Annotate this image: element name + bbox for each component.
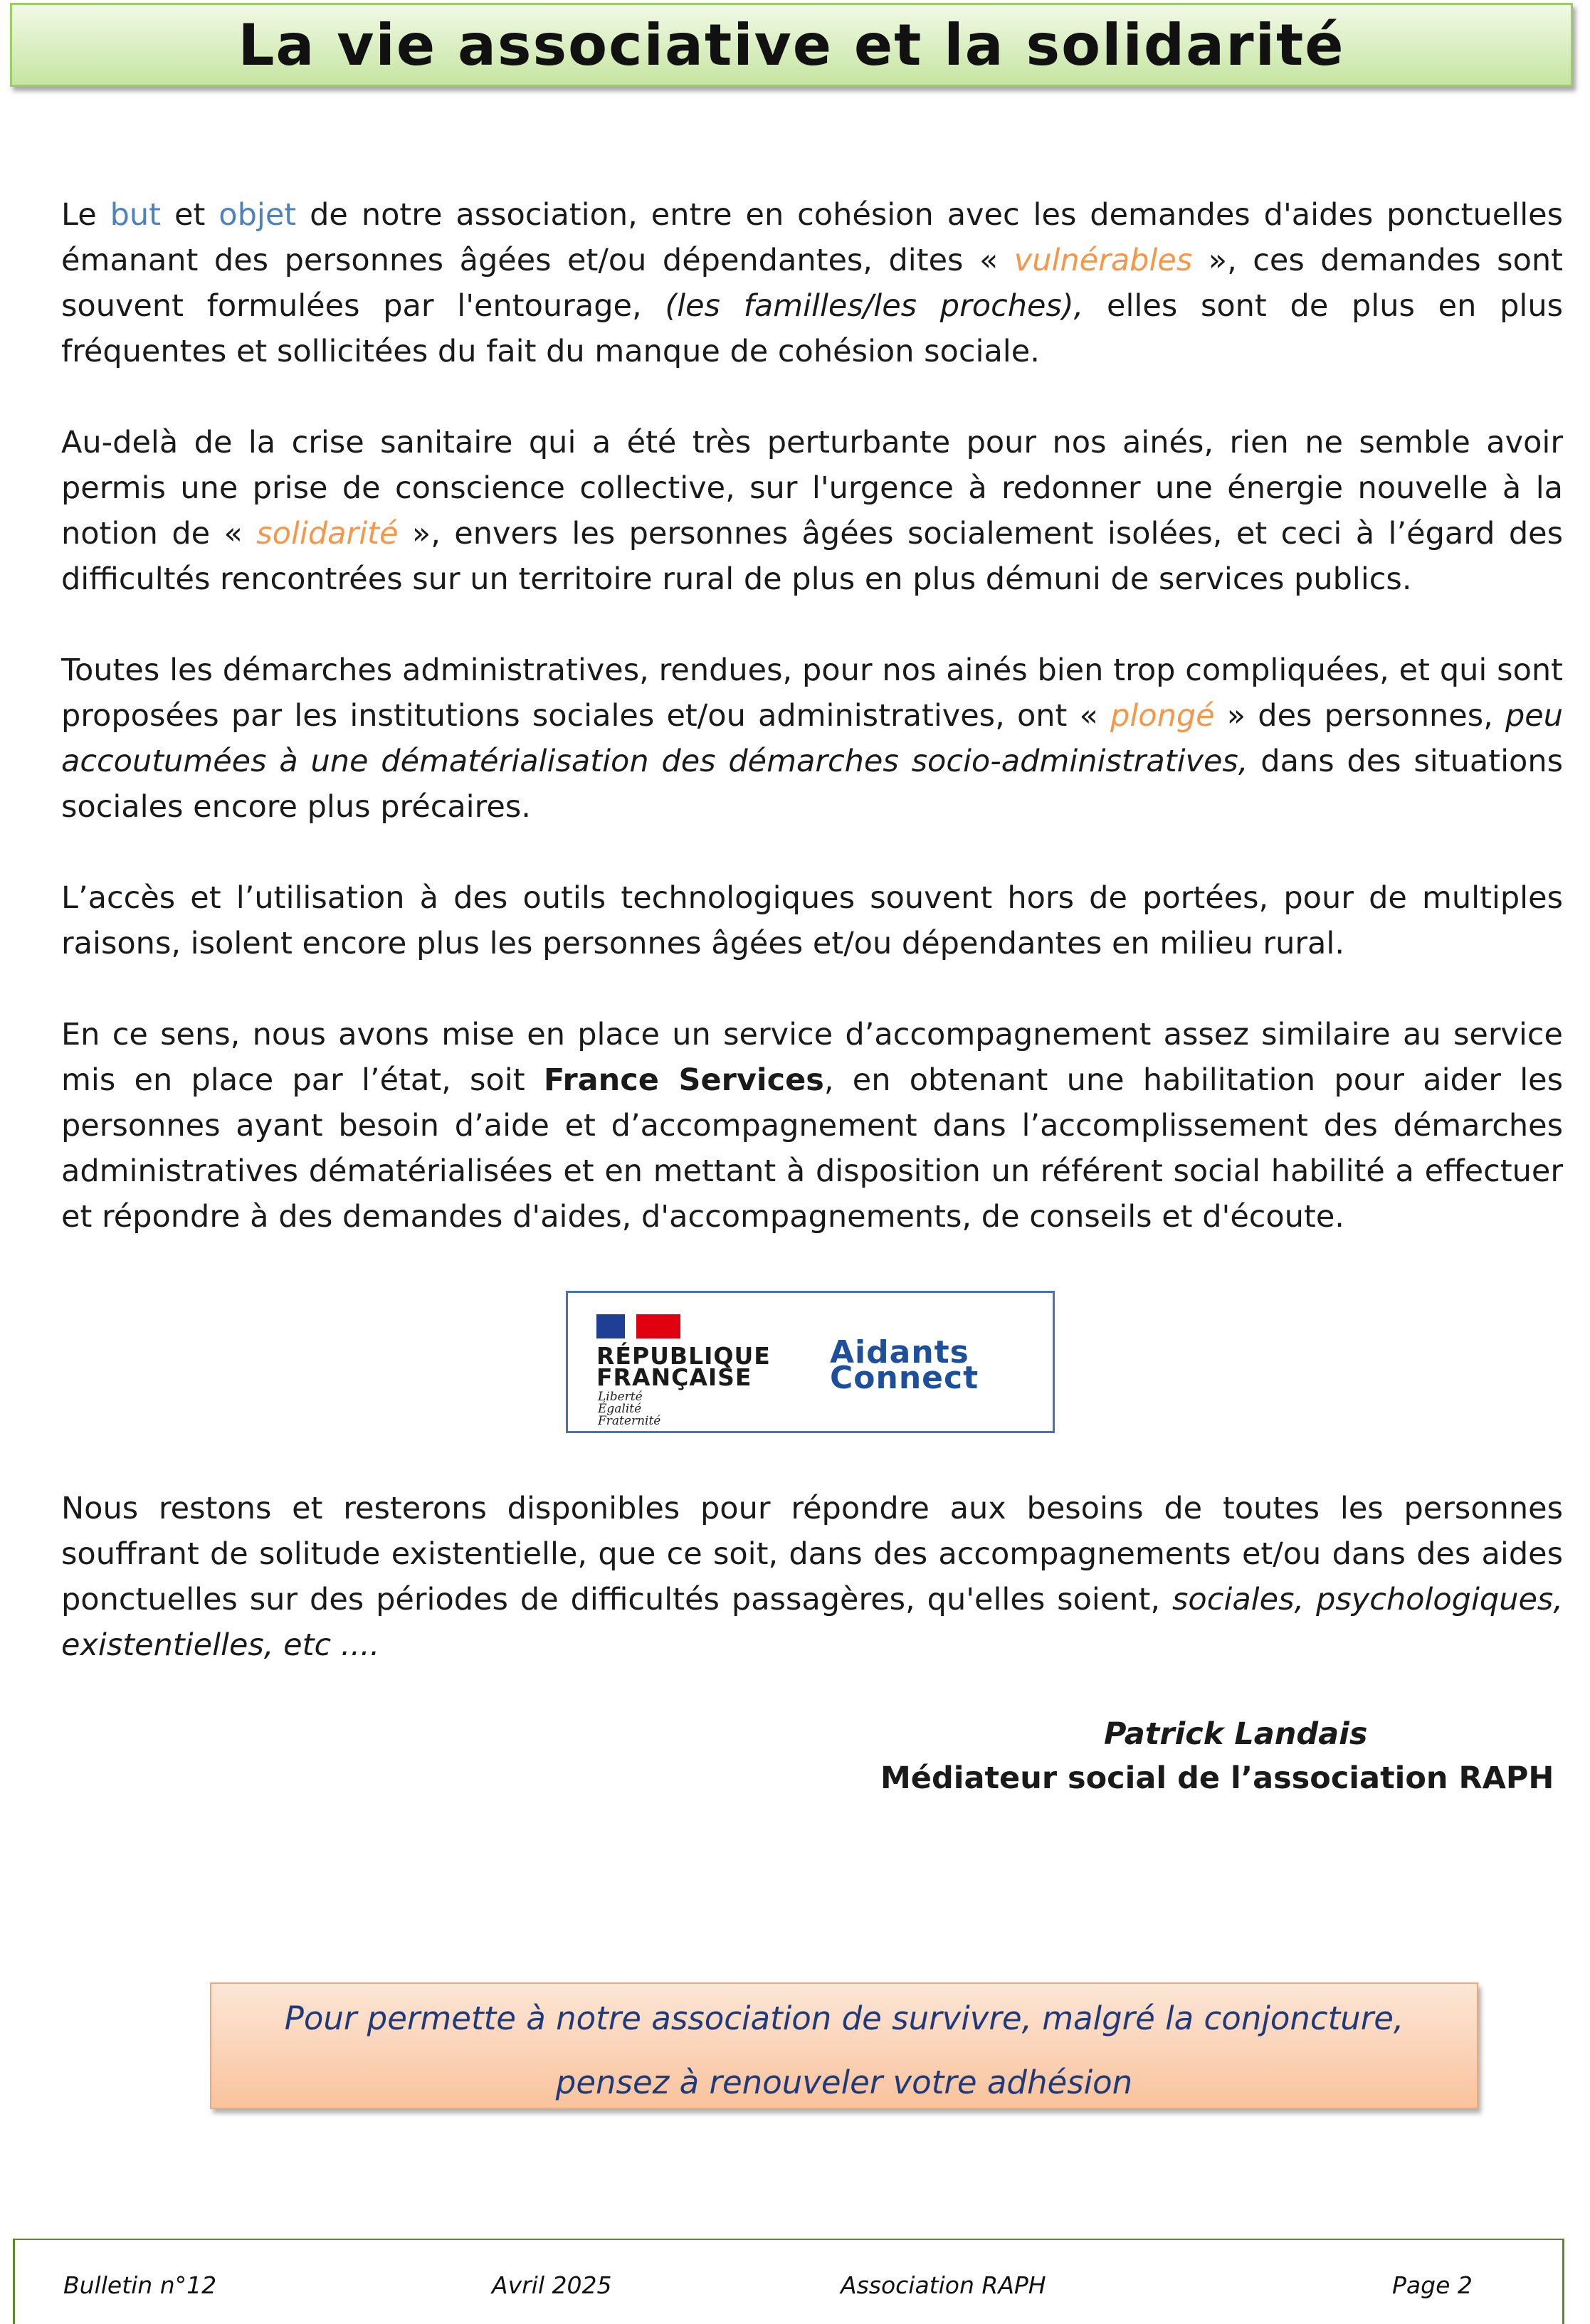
footer-association: Association RAPH bbox=[841, 2271, 1046, 2299]
page-title: La vie associative et la solidarité bbox=[238, 11, 1345, 78]
highlight-but: but bbox=[110, 197, 162, 233]
page-footer bbox=[13, 2239, 1564, 2324]
signature-role: Médiateur social de l’association RAPH bbox=[880, 1760, 1554, 1796]
logo-rf-line1: RÉPUBLIQUE bbox=[596, 1342, 771, 1370]
italic-familles: (les familles/les proches), bbox=[665, 288, 1084, 324]
italic-peu-accoutumees: peu accoutumées à une dématérialisation des démarches socio-administratives, bbox=[61, 698, 1563, 779]
membership-callout bbox=[210, 1982, 1478, 2109]
logo-motto bbox=[598, 1391, 660, 1427]
wordmark-connect: Connect bbox=[830, 1360, 979, 1396]
wordmark-aidants: Aidants bbox=[830, 1334, 969, 1370]
text-run: », envers les personnes âgées socialement isolées, et ceci à l’égard des difficultés rencontrées sur un territoire rural de plus en plus démuni de services publics. bbox=[61, 516, 1564, 597]
paragraph-procedures bbox=[61, 648, 1563, 830]
highlight-plonge: plongé bbox=[1110, 698, 1215, 734]
text-run: et bbox=[161, 197, 219, 233]
text-run: » des personnes, bbox=[1214, 698, 1505, 734]
aidants-connect-logo bbox=[566, 1291, 1055, 1433]
italic-list: sociales, psychologiques, existentielles, etc .... bbox=[61, 1582, 1563, 1663]
text-run: dans des situations sociales encore plus précaires. bbox=[61, 744, 1563, 825]
text-run: , en obtenant une habilitation pour aider les personnes ayant besoin d’aide et d’accompagnement dans l’accomplissement des démarches administratives dématérialisées et en mettant à disposition un référent social habilité a effectuer et répondre à des demandes d'aides, d'accompagnements, de conseils et d'écoute. bbox=[61, 1062, 1564, 1235]
signature-name: Patrick Landais bbox=[1104, 1716, 1368, 1752]
motto-fraternite: Fraternité bbox=[598, 1414, 661, 1428]
text-run: de notre association, entre en cohésion avec les demandes d'aides ponctuelles émanant des personnes âgées et/ou dépendantes, dites « bbox=[61, 197, 1563, 278]
text-run: », ces demandes sont souvent formulées par l'entourage, bbox=[61, 243, 1563, 324]
paragraph-crisis bbox=[61, 420, 1563, 602]
motto-egalite: Égalité bbox=[598, 1402, 642, 1416]
callout-line1: Pour permette à notre association de survivre, malgré la conjoncture, bbox=[284, 2000, 1404, 2037]
french-flag-icon bbox=[596, 1314, 680, 1338]
footer-bulletin: Bulletin n°12 bbox=[63, 2271, 217, 2299]
text-run: Le bbox=[61, 197, 110, 233]
aidants-connect-wordmark bbox=[830, 1334, 979, 1396]
paragraph-availability bbox=[61, 1486, 1563, 1668]
text-run: Au-delà de la crise sanitaire qui a été très perturbante pour nos ainés, rien ne semble avoir permis une prise de conscience collective, sur l'urgence à redonner une énergie nouvelle à la notion de « bbox=[61, 425, 1563, 551]
text-run: En ce sens, nous avons mise en place un service d’accompagnement assez similaire au service mis en place par l’état, soit bbox=[61, 1017, 1563, 1098]
text-run: elles sont de plus en plus fréquentes et sollicitées du fait du manque de cohésion sociale. bbox=[61, 288, 1563, 369]
title-banner bbox=[10, 3, 1573, 87]
paragraph-access: L’accès et l’utilisation à des outils technologiques souvent hors de portées, pour de multiples raisons, isolent encore plus les personnes âgées et/ou dépendantes en milieu rural. bbox=[61, 880, 1563, 961]
paragraph-purpose bbox=[61, 192, 1563, 374]
highlight-solidarite: solidarité bbox=[256, 516, 399, 551]
highlight-objet: objet bbox=[219, 197, 297, 233]
highlight-vulnerables: vulnérables bbox=[1014, 243, 1193, 278]
motto-liberte: Liberté bbox=[598, 1390, 643, 1404]
paragraph-service bbox=[61, 1012, 1563, 1240]
callout-line2: pensez à renouveler votre adhésion bbox=[555, 2064, 1133, 2101]
bold-france-services: France Services bbox=[543, 1062, 824, 1098]
text-run: Toutes les démarches administratives, rendues, pour nos ainés bien trop compliquées, et qui sont proposées par les institutions sociales et/ou administratives, ont « bbox=[61, 653, 1563, 734]
footer-page-number: Page 2 bbox=[1392, 2271, 1473, 2299]
text-run: Nous restons et resterons disponibles pour répondre aux besoins de toutes les personnes souffrant de solitude existentielle, que ce soit, dans des accompagnements et/ou dans des aides ponctuelles sur des périodes de difficultés passagères, qu'elles soient, bbox=[61, 1491, 1563, 1617]
footer-date: Avril 2025 bbox=[492, 2271, 612, 2299]
logo-rf-line2: FRANÇAISE bbox=[596, 1363, 752, 1391]
